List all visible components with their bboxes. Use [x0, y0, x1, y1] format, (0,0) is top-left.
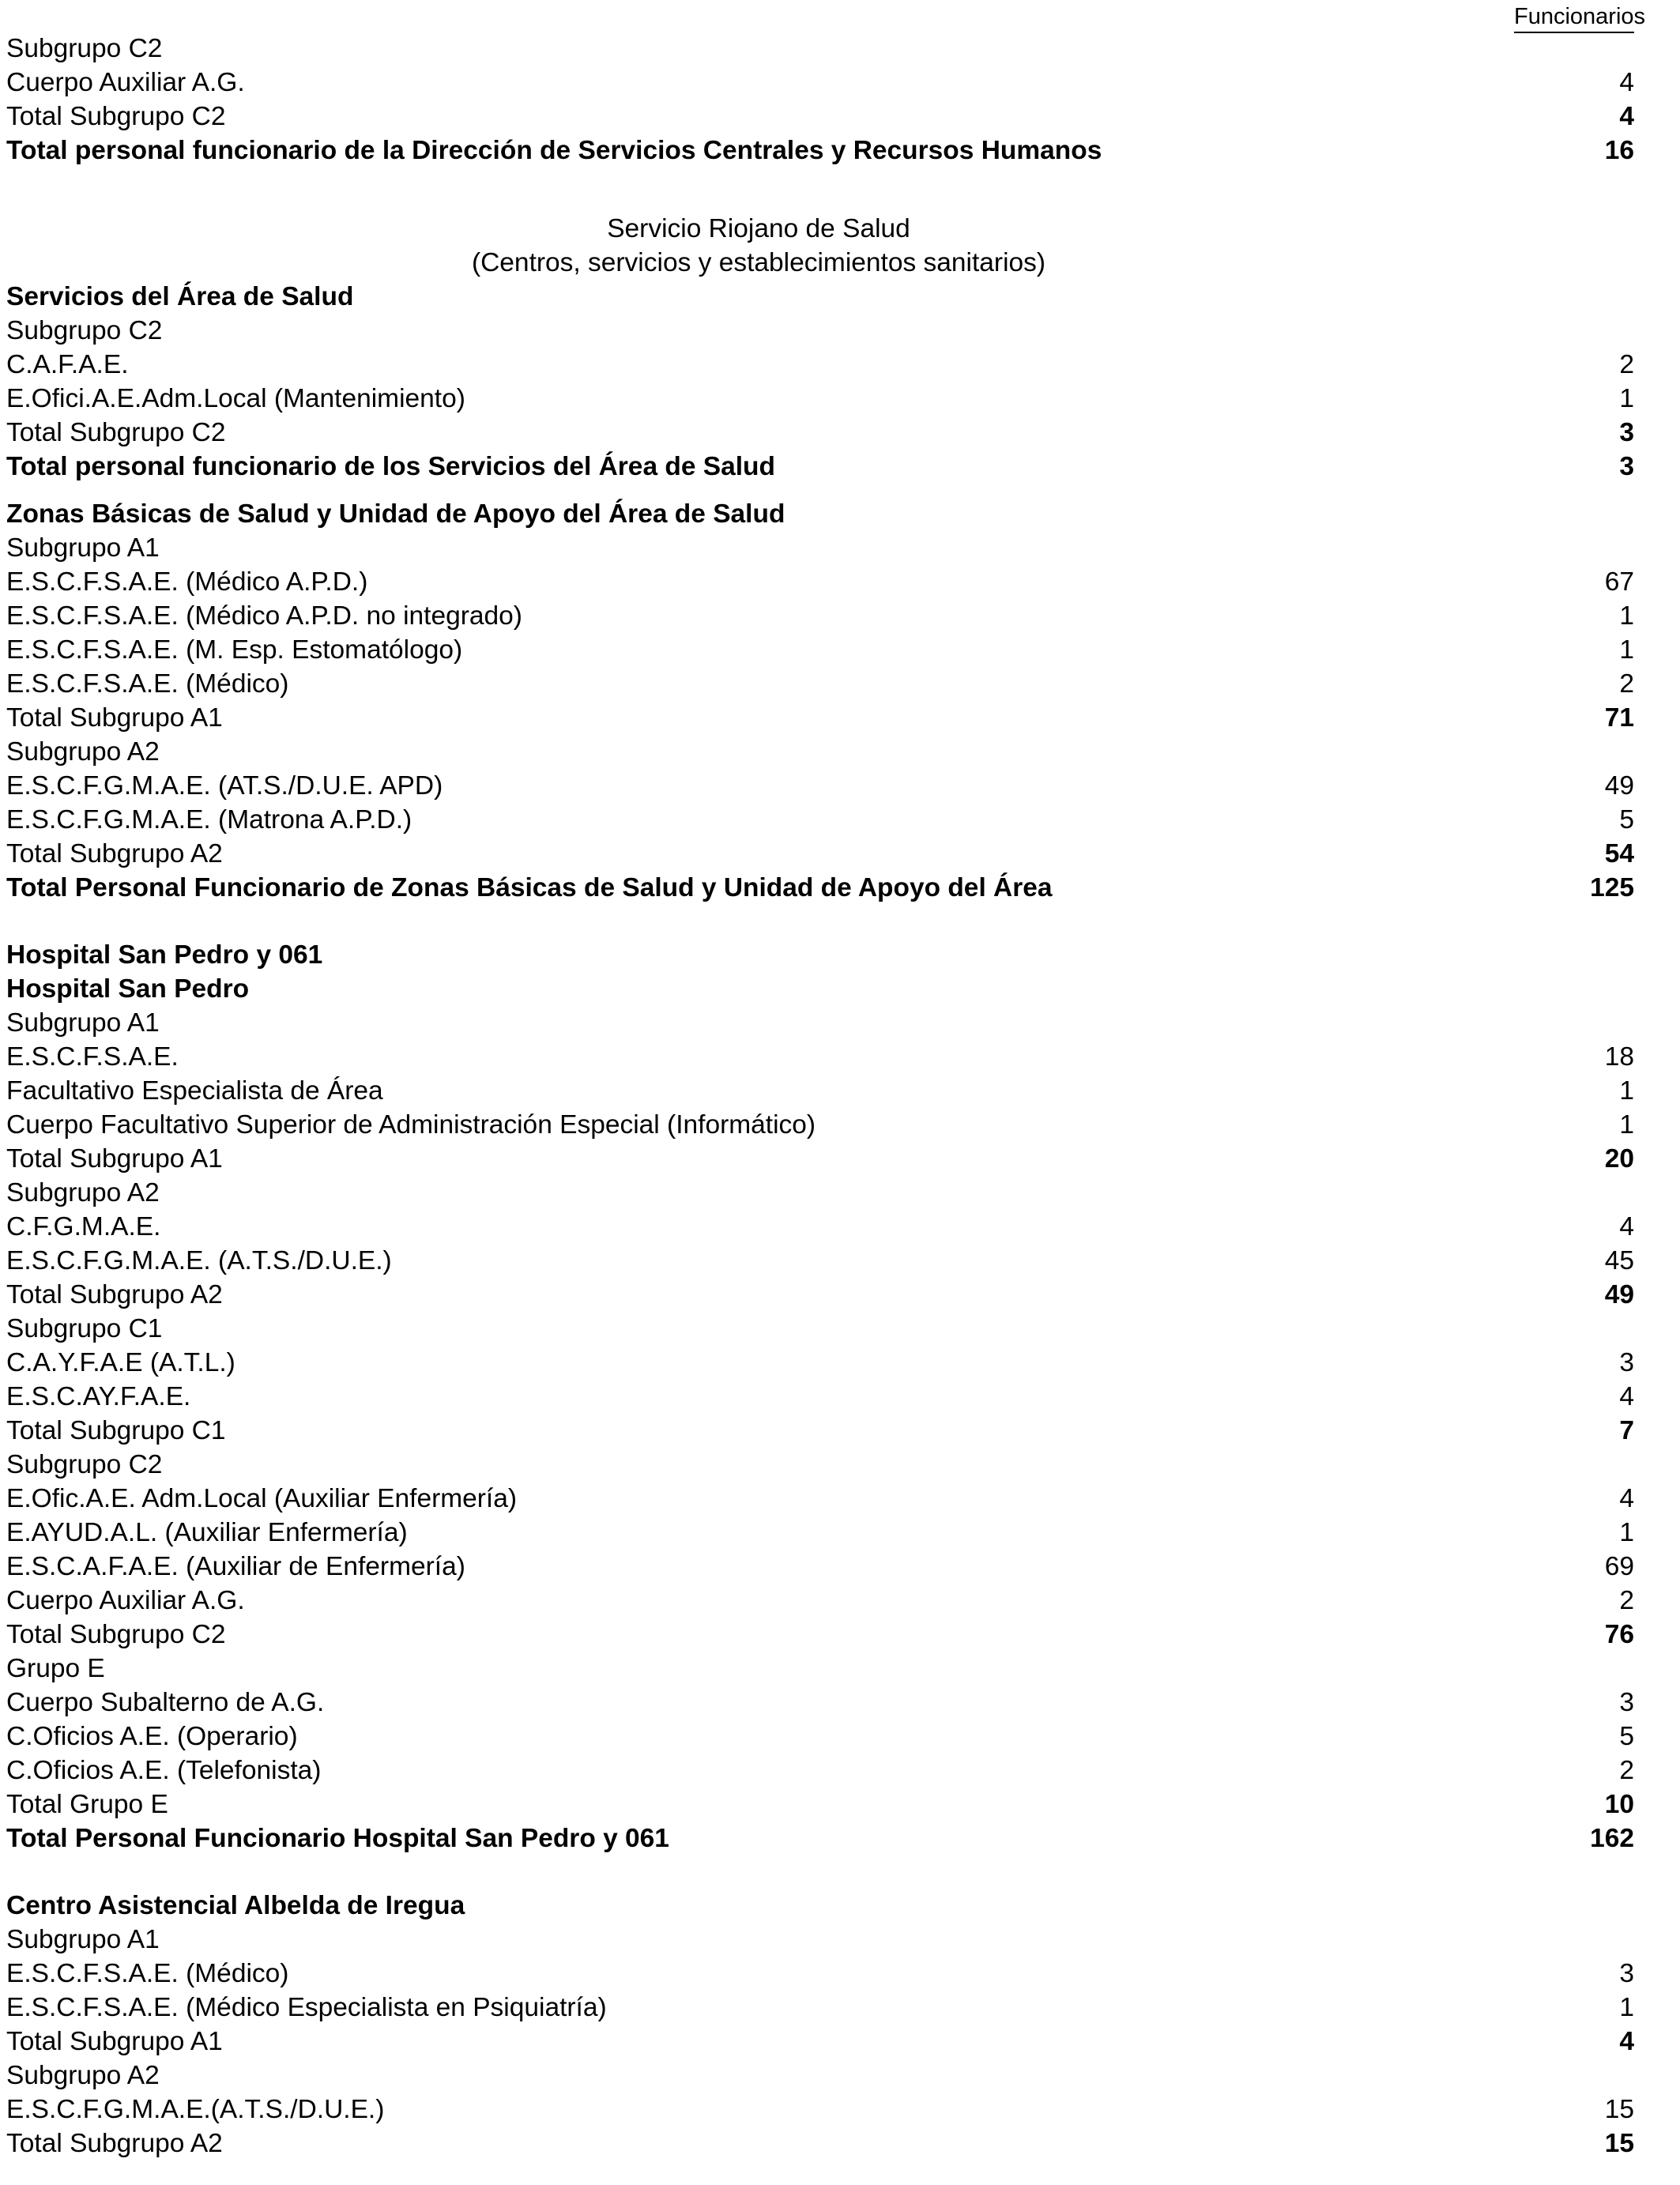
subtotal-row: [6, 1142, 1634, 1176]
row-count: 54: [1604, 839, 1634, 868]
row-count: 49: [1604, 771, 1634, 801]
table-row: [6, 1686, 1634, 1720]
table-row: [6, 1006, 1634, 1040]
row-count: 15: [1604, 2129, 1634, 2158]
table-row: [6, 667, 1634, 701]
section-heading-row: [6, 938, 1634, 972]
row-label: Subgrupo C1: [6, 1314, 163, 1343]
row-label: Total Subgrupo A2: [6, 2129, 223, 2158]
row-count: 1: [1619, 1076, 1634, 1106]
table-row: [6, 348, 1634, 382]
row-count: 2: [1619, 1756, 1634, 1785]
table-row: [6, 1754, 1634, 1788]
row-label: E.S.C.F.G.M.A.E.(A.T.S./D.U.E.): [6, 2095, 385, 2124]
subtotal-row: [6, 2127, 1634, 2161]
row-label: Subgrupo A2: [6, 2061, 160, 2090]
row-label: Cuerpo Auxiliar A.G.: [6, 68, 245, 97]
row-label: C.Oficios A.E. (Telefonista): [6, 1756, 322, 1785]
table-row: [6, 32, 1634, 66]
row-count: 1: [1619, 1518, 1634, 1547]
row-label: E.S.C.A.F.A.E. (Auxiliar de Enfermería): [6, 1552, 465, 1581]
row-count: 18: [1604, 1042, 1634, 1072]
table-row: [6, 66, 1634, 100]
subtotal-row: [6, 100, 1634, 134]
row-count: 1: [1619, 384, 1634, 413]
row-label: E.S.C.F.S.A.E.: [6, 1042, 179, 1072]
row-label: E.S.C.F.G.M.A.E. (Matrona A.P.D.): [6, 805, 412, 834]
row-count: 3: [1619, 452, 1634, 481]
table-row: [6, 769, 1634, 803]
section-caption: [0, 246, 1517, 280]
table-row: [6, 599, 1634, 633]
row-count: 45: [1604, 1246, 1634, 1275]
row-count: 2: [1619, 669, 1634, 699]
row-label: Total personal funcionario de los Servicios del Área de Salud: [6, 452, 775, 481]
row-label: Subgrupo A2: [6, 1178, 160, 1207]
row-label: C.A.F.A.E.: [6, 350, 129, 379]
row-label: Servicio Riojano de Salud: [607, 214, 910, 243]
table-row: [6, 1380, 1634, 1414]
row-label: Total Subgrupo A2: [6, 1280, 223, 1309]
row-label: (Centros, servicios y establecimientos sanitarios): [471, 248, 1046, 277]
row-count: 15: [1604, 2095, 1634, 2124]
table-row: [6, 382, 1634, 416]
row-label: Cuerpo Auxiliar A.G.: [6, 1586, 245, 1615]
row-count: 4: [1619, 2027, 1634, 2056]
table-row: [6, 1550, 1634, 1584]
row-count: 71: [1604, 703, 1634, 733]
section-caption: [0, 212, 1517, 246]
row-label: Zonas Básicas de Salud y Unidad de Apoyo del Área de Salud: [6, 499, 785, 529]
row-count: 10: [1604, 1790, 1634, 1819]
row-label: Total Subgrupo C2: [6, 102, 226, 131]
row-count: 3: [1619, 1348, 1634, 1377]
table-row: [6, 1652, 1634, 1686]
row-label: Total Personal Funcionario Hospital San Pedro y 061: [6, 1824, 669, 1853]
row-count: 1: [1619, 601, 1634, 631]
row-count: 76: [1604, 1620, 1634, 1649]
section-heading-row: [6, 280, 1634, 314]
table-row: [6, 1482, 1634, 1516]
section-heading-row: [6, 497, 1634, 531]
subtotal-row: [6, 1278, 1634, 1312]
table-row: [6, 1923, 1634, 1957]
row-count: 4: [1619, 1212, 1634, 1241]
row-label: Subgrupo C2: [6, 316, 163, 345]
column-header-funcionarios: Funcionarios: [1514, 2, 1634, 33]
row-count: 125: [1590, 873, 1634, 902]
row-label: C.A.Y.F.A.E (A.T.L.): [6, 1348, 235, 1377]
row-count: 4: [1619, 102, 1634, 131]
row-label: E.S.C.F.G.M.A.E. (A.T.S./D.U.E.): [6, 1246, 392, 1275]
row-label: E.Ofic.A.E. Adm.Local (Auxiliar Enfermería): [6, 1484, 518, 1513]
row-label: E.S.C.F.S.A.E. (Médico A.P.D. no integrado): [6, 601, 522, 631]
row-label: Total Subgrupo A1: [6, 1144, 223, 1173]
section-heading-row: [6, 972, 1634, 1006]
row-label: Total Subgrupo A1: [6, 703, 223, 733]
row-label: C.F.G.M.A.E.: [6, 1212, 161, 1241]
table-row: [6, 314, 1634, 348]
row-count: 4: [1619, 1484, 1634, 1513]
row-count: 1: [1619, 635, 1634, 665]
subtotal-row: [6, 701, 1634, 735]
row-label: Servicios del Área de Salud: [6, 282, 354, 311]
section-heading-row: [6, 1889, 1634, 1923]
section-heading-row: [6, 134, 1634, 168]
table-row: [6, 1312, 1634, 1346]
row-label: Grupo E: [6, 1654, 105, 1683]
row-label: Total Grupo E: [6, 1790, 168, 1819]
row-count: 2: [1619, 350, 1634, 379]
table-row: [6, 1720, 1634, 1754]
table-row: [6, 1346, 1634, 1380]
table-row: [6, 1040, 1634, 1074]
table-row: [6, 1516, 1634, 1550]
table-row: [6, 1448, 1634, 1482]
subtotal-row: [6, 837, 1634, 871]
row-label: E.S.C.F.S.A.E. (Médico): [6, 1959, 289, 1988]
row-label: Hospital San Pedro: [6, 974, 250, 1004]
table-row: [6, 1991, 1634, 2025]
row-label: Facultativo Especialista de Área: [6, 1076, 383, 1106]
row-label: Total personal funcionario de la Dirección de Servicios Centrales y Recursos Humanos: [6, 136, 1102, 165]
row-label: E.AYUD.A.L. (Auxiliar Enfermería): [6, 1518, 408, 1547]
row-count: 5: [1619, 1722, 1634, 1751]
row-label: Total Subgrupo C2: [6, 1620, 226, 1649]
row-label: E.Ofici.A.E.Adm.Local (Mantenimiento): [6, 384, 465, 413]
subtotal-row: [6, 1414, 1634, 1448]
row-label: Hospital San Pedro y 061: [6, 940, 323, 970]
subtotal-row: [6, 2025, 1634, 2059]
table-row: [6, 735, 1634, 769]
section-heading-row: [6, 871, 1634, 905]
table-row: [6, 1244, 1634, 1278]
table-row: [6, 2093, 1634, 2127]
row-count: 7: [1619, 1416, 1634, 1445]
row-count: 1: [1619, 1993, 1634, 2022]
section-heading-row: [6, 1821, 1634, 1855]
row-label: E.S.C.F.G.M.A.E. (AT.S./D.U.E. APD): [6, 771, 443, 801]
table-row: [6, 531, 1634, 565]
row-count: 3: [1619, 418, 1634, 447]
row-count: 67: [1604, 567, 1634, 597]
row-count: 20: [1604, 1144, 1634, 1173]
section-heading-row: [6, 450, 1634, 484]
table-row: [6, 1176, 1634, 1210]
row-label: Subgrupo A1: [6, 1925, 160, 1954]
row-count: 3: [1619, 1688, 1634, 1717]
row-label: Total Subgrupo A2: [6, 839, 223, 868]
row-label: Subgrupo A1: [6, 533, 160, 563]
row-label: Centro Asistencial Albelda de Iregua: [6, 1891, 465, 1920]
row-count: 49: [1604, 1280, 1634, 1309]
table-row: [6, 1074, 1634, 1108]
subtotal-row: [6, 416, 1634, 450]
table-row: [6, 803, 1634, 837]
row-count: 2: [1619, 1586, 1634, 1615]
row-count: 16: [1604, 136, 1634, 165]
row-label: E.S.C.AY.F.A.E.: [6, 1382, 191, 1411]
row-label: E.S.C.F.S.A.E. (Médico Especialista en Psiquiatría): [6, 1993, 607, 2022]
row-label: Subgrupo A1: [6, 1008, 160, 1038]
table-row: [6, 565, 1634, 599]
subtotal-row: [6, 1788, 1634, 1821]
subtotal-row: [6, 1618, 1634, 1652]
table-row: [6, 633, 1634, 667]
row-label: Subgrupo C2: [6, 34, 163, 63]
table-row: [6, 1210, 1634, 1244]
table-row: [6, 1957, 1634, 1991]
table-row: [6, 1584, 1634, 1618]
row-label: Subgrupo C2: [6, 1450, 163, 1479]
row-label: E.S.C.F.S.A.E. (Médico): [6, 669, 289, 699]
row-label: Total Subgrupo C1: [6, 1416, 226, 1445]
row-count: 3: [1619, 1959, 1634, 1988]
row-count: 5: [1619, 805, 1634, 834]
row-label: Total Subgrupo A1: [6, 2027, 223, 2056]
row-label: Total Subgrupo C2: [6, 418, 226, 447]
row-label: Subgrupo A2: [6, 737, 160, 767]
row-label: Total Personal Funcionario de Zonas Básicas de Salud y Unidad de Apoyo del Área: [6, 873, 1053, 902]
row-count: 4: [1619, 68, 1634, 97]
row-count: 1: [1619, 1110, 1634, 1140]
row-label: E.S.C.F.S.A.E. (Médico A.P.D.): [6, 567, 368, 597]
row-count: 69: [1604, 1552, 1634, 1581]
table-row: [6, 1108, 1634, 1142]
row-count: 162: [1590, 1824, 1634, 1853]
row-count: 4: [1619, 1382, 1634, 1411]
row-label: C.Oficios A.E. (Operario): [6, 1722, 298, 1751]
row-label: Cuerpo Subalterno de A.G.: [6, 1688, 325, 1717]
row-label: E.S.C.F.S.A.E. (M. Esp. Estomatólogo): [6, 635, 463, 665]
row-label: Cuerpo Facultativo Superior de Administración Especial (Informático): [6, 1110, 816, 1140]
table-row: [6, 2059, 1634, 2093]
